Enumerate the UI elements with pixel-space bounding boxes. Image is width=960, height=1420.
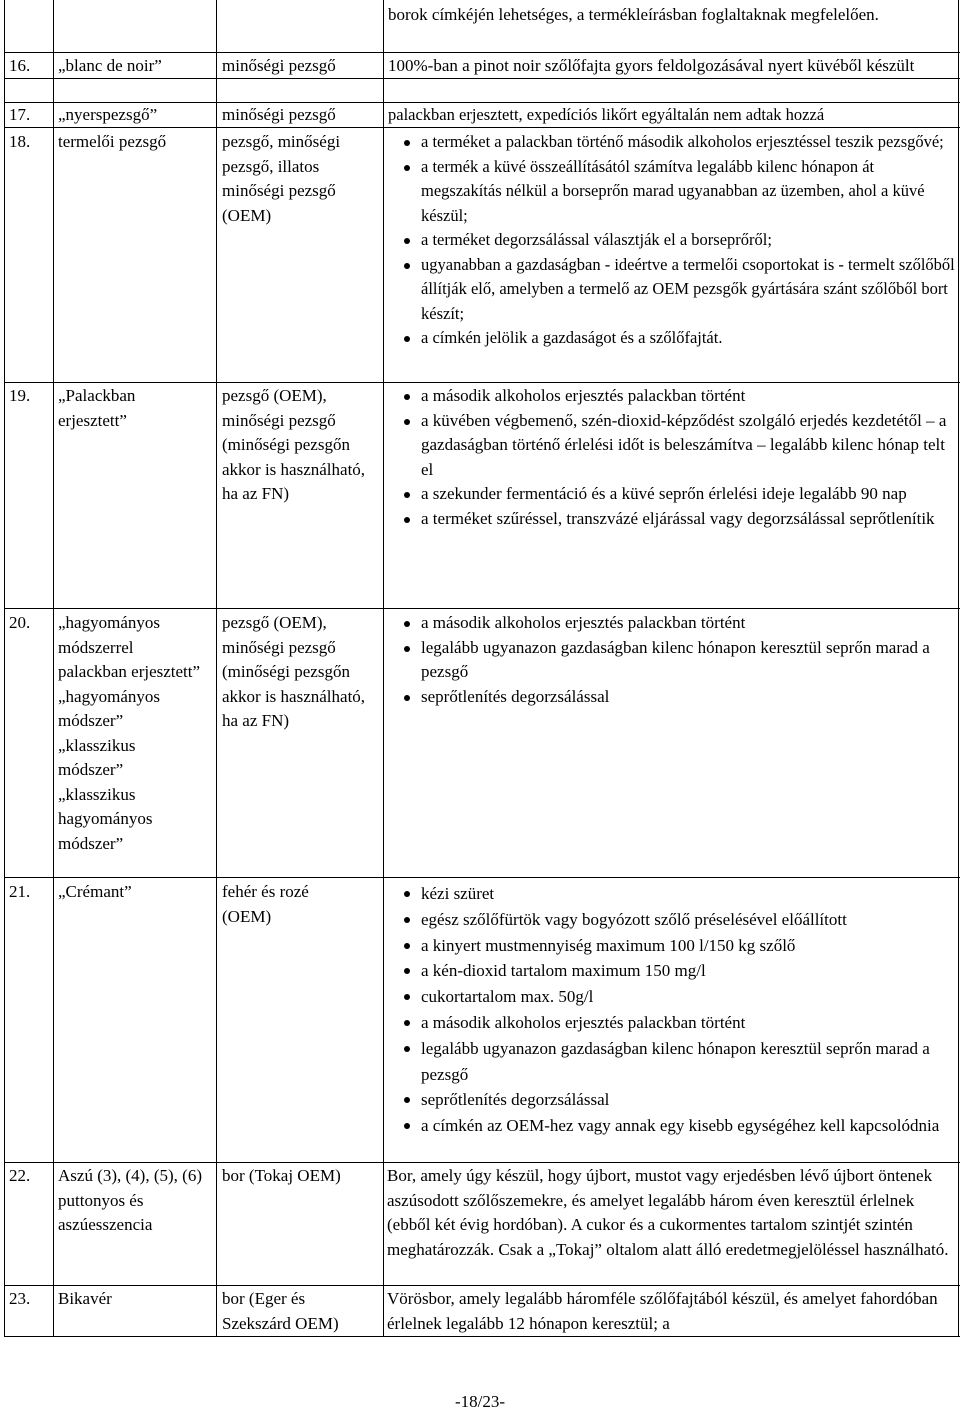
- criteria-item: seprőtlenítés degorzsálással: [401, 1087, 957, 1113]
- row-divider: [4, 608, 960, 609]
- criteria-item: legalább ugyanazon gazdaságban kilenc hónapon keresztül seprőn marad a pezsgő: [401, 1036, 957, 1088]
- criteria-item: kézi szüret: [401, 881, 957, 907]
- criteria-list: [401, 384, 957, 531]
- row-number: 16.: [9, 56, 31, 75]
- category-cell: minőségi pezsgő: [222, 56, 336, 75]
- page-number: -18/23-: [454, 1392, 506, 1411]
- row-divider: [4, 382, 960, 383]
- row-divider: [4, 52, 960, 53]
- category-cell: pezsgő (OEM), minőségi pezsgő (minőségi pezsgőn akkor is használható, ha az FN): [222, 613, 366, 730]
- name-cell: „hagyományos módszerrel palackban erjesztett” „hagyományos módszer” „klasszikus módszer” „klasszikus hagyományos módszer”: [58, 613, 201, 853]
- criteria-item: a kén-dioxid tartalom maximum 150 mg/l: [401, 958, 957, 984]
- desc-cell: Bor, amely úgy készül, hogy újbort, mustot vagy erjedésben lévő újbort öntenek aszúsodott szőlőszemekre, és amelyet legalább három éven keresztül érlelnek (ebből két évig hordóban). A cukor és a cukormentes tartalom szintjét szintén meghatározzák. Csak a „Tokaj” oltalom alatt álló eredetmegjelöléssel használható.: [387, 1166, 949, 1259]
- criteria-list: [401, 611, 957, 709]
- row-divider: [4, 877, 960, 878]
- column-divider: [383, 0, 384, 1337]
- row-divider: [4, 1162, 960, 1163]
- column-divider: [216, 0, 217, 1337]
- criteria-list: [401, 130, 957, 351]
- name-cell: „blanc de noir”: [58, 56, 162, 75]
- desc-cell: palackban erjesztett, expedíciós likőrt egyáltalán nem adtak hozzá: [388, 105, 825, 124]
- desc-cell: Vörösbor, amely legalább háromféle szőlőfajtából készül, és amelyet fahordóban érlelnek legalább 12 hónapon keresztül; a: [387, 1289, 938, 1333]
- criteria-item: a terméket szűréssel, transzvázé eljárással vagy degorzsálással seprőtlenítik: [401, 507, 957, 532]
- criteria-item: a második alkoholos erjesztés palackban történt: [401, 1010, 957, 1036]
- name-cell: Bikavér: [58, 1289, 112, 1308]
- row-number: 18.: [9, 132, 31, 151]
- criteria-list: [401, 881, 957, 1139]
- row-divider: [4, 1285, 960, 1286]
- category-cell: bor (Tokaj OEM): [222, 1166, 341, 1185]
- criteria-item: a címkén az OEM-hez vagy annak egy kisebb egységéhez kell kapcsolódnia: [401, 1113, 957, 1139]
- row-divider: [4, 1336, 960, 1337]
- category-cell: pezsgő, minőségi pezsgő, illatos minőségi pezsgő (OEM): [222, 132, 341, 225]
- desc-cell: borok címkéjén lehetséges, a termékleírásban foglaltaknak megfelelően.: [388, 5, 879, 24]
- criteria-item: a második alkoholos erjesztés palackban történt: [401, 384, 957, 409]
- name-cell: „Crémant”: [58, 882, 132, 901]
- criteria-item: seprőtlenítés degorzsálással: [401, 685, 957, 710]
- criteria-item: a szekunder fermentáció és a küvé seprőn érlelési ideje legalább 90 nap: [401, 482, 957, 507]
- name-cell: „Palackban erjesztett”: [58, 386, 136, 430]
- category-cell: fehér és rozé (OEM): [222, 882, 309, 926]
- criteria-item: a küvében végbemenő, szén-dioxid-képződést szolgáló erjedés kezdetétől – a gazdaságban történő érlelési időt is beleszámítva – legalább kilenc hónap telt el: [401, 409, 957, 483]
- row-number: 21.: [9, 882, 31, 901]
- row-number: 20.: [9, 613, 31, 632]
- category-cell: minőségi pezsgő: [222, 105, 336, 124]
- name-cell: termelői pezsgő: [58, 132, 167, 151]
- criteria-item: a terméket degorzsálással választják el a borseprőről;: [401, 228, 957, 253]
- criteria-item: egész szőlőfürtök vagy bogyózott szőlő préselésével előállított: [401, 907, 957, 933]
- criteria-item: cukortartalom max. 50g/l: [401, 984, 957, 1010]
- criteria-item: a termék a küvé összeállításától számítva legalább kilenc hónapon át megszakítás nélkül a borseprőn marad ugyanabban az üzemben, ahol a küvé készül;: [401, 155, 957, 229]
- row-number: 22.: [9, 1166, 31, 1185]
- category-cell: bor (Eger és Szekszárd OEM): [222, 1289, 339, 1333]
- row-number: 17.: [9, 105, 31, 124]
- name-cell: „nyerspezsgő”: [58, 105, 158, 124]
- name-cell: Aszú (3), (4), (5), (6) puttonyos és aszúesszencia: [58, 1166, 202, 1234]
- criteria-item: a második alkoholos erjesztés palackban történt: [401, 611, 957, 636]
- column-divider: [958, 0, 959, 1337]
- row-number: 23.: [9, 1289, 31, 1308]
- criteria-item: a terméket a palackban történő második alkoholos erjesztéssel teszik pezsgővé;: [401, 130, 957, 155]
- criteria-item: a címkén jelölik a gazdaságot és a szőlőfajtát.: [401, 326, 957, 351]
- column-divider: [4, 0, 5, 1337]
- criteria-item: ugyanabban a gazdaságban - ideértve a termelői csoportokat is - termelt szőlőből állítják elő, amelyben a termelő az OEM pezsgők gyártására szánt szőlőből bort készít;: [401, 253, 957, 327]
- desc-cell: 100%-ban a pinot noir szőlőfajta gyors feldolgozásával nyert küvéből készült: [388, 56, 915, 75]
- criteria-item: legalább ugyanazon gazdaságban kilenc hónapon keresztül seprőn marad a pezsgő: [401, 636, 957, 685]
- criteria-item: a kinyert mustmennyiség maximum 100 l/150 kg szőlő: [401, 933, 957, 959]
- row-number: 19.: [9, 386, 31, 405]
- column-divider: [53, 0, 54, 1337]
- category-cell: pezsgő (OEM), minőségi pezsgő (minőségi pezsgőn akkor is használható, ha az FN): [222, 386, 366, 503]
